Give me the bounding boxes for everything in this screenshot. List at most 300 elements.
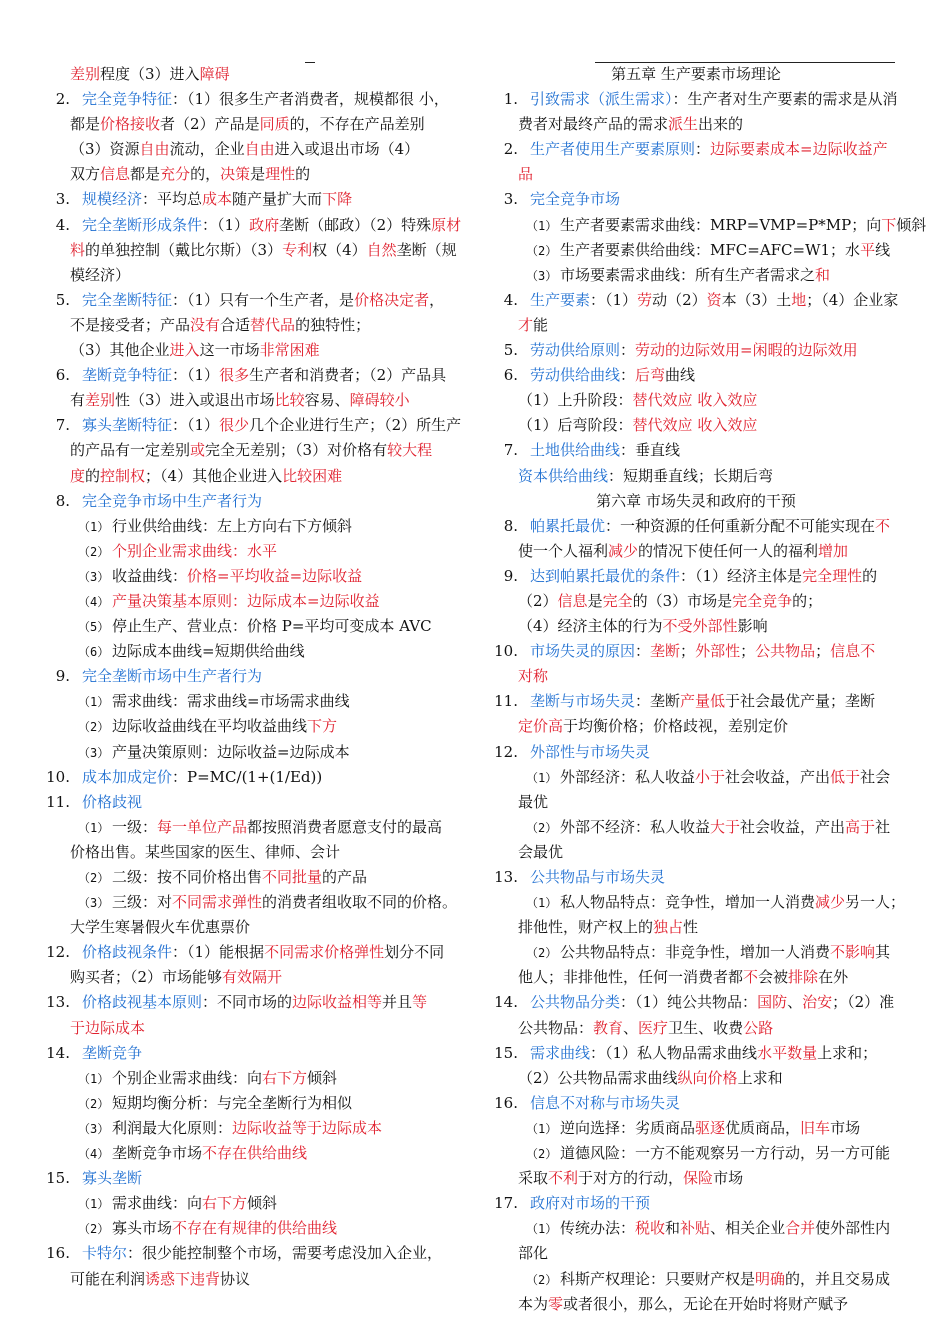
- body-text: 最优: [518, 792, 549, 811]
- body-text: ：: [695, 140, 711, 159]
- keyword-red: 个别企业需求曲线：水平: [112, 541, 278, 560]
- sub-item-marker: （5）: [78, 620, 110, 635]
- text-line: [478, 464, 914, 489]
- item-number: 15.: [46, 1169, 70, 1188]
- sub-item-marker: （6）: [78, 645, 110, 660]
- keyword-red: 没有: [190, 315, 221, 334]
- keyword-red: 才: [518, 315, 534, 334]
- keyword-red: 不: [875, 516, 891, 535]
- term-blue: 达到帕累托最优的条件: [530, 566, 681, 585]
- keyword-red: 驱逐: [695, 1118, 726, 1137]
- keyword-red: 完全: [602, 591, 633, 610]
- item-number: 1.: [503, 90, 518, 109]
- body-text: 的；: [792, 591, 823, 610]
- list-item-line: [478, 137, 914, 162]
- term-blue: 寡头垄断: [82, 1169, 143, 1188]
- text-line: [478, 815, 914, 840]
- keyword-red: 产量决策基本原则：边际成本=边际收益: [112, 591, 380, 610]
- text-line: [30, 162, 470, 187]
- body-text: （1）上升阶段：: [518, 391, 633, 410]
- keyword-red: 非常困难: [259, 341, 320, 360]
- body-text: 停止生产、营业点：价格 P=平均可变成本 AVC: [112, 617, 432, 636]
- keyword-red: 专利: [282, 240, 313, 259]
- text-line: [478, 413, 914, 438]
- text-line: [478, 614, 914, 639]
- item-number: 4.: [503, 290, 518, 309]
- keyword-red: 零: [548, 1294, 564, 1313]
- text-line: [30, 1141, 470, 1166]
- body-text: ：（1）经济主体是: [680, 566, 803, 585]
- list-item-line: [478, 438, 914, 463]
- list-item-line: [30, 363, 470, 388]
- keyword-red: 国防: [757, 993, 788, 1012]
- list-item-line: [30, 940, 470, 965]
- text-line: [30, 1191, 470, 1216]
- body-text: 个别企业需求曲线：向: [112, 1068, 263, 1087]
- body-text: 的，不存在产品差别: [289, 115, 425, 134]
- text-line: [478, 915, 914, 940]
- body-text: 生产者要素需求曲线：MRP=VMP=P*MP；向: [560, 215, 882, 234]
- text-line: [30, 112, 470, 137]
- keyword-red: 自然: [366, 240, 397, 259]
- body-text: 于对方的行动，: [578, 1169, 684, 1188]
- keyword-red: 较大程: [387, 441, 433, 460]
- list-item-line: [478, 1091, 914, 1116]
- keyword-red: 下: [881, 215, 897, 234]
- sub-item-marker: （2）: [526, 1272, 558, 1287]
- text-line: [478, 965, 914, 990]
- sub-item-marker: （1）: [526, 896, 558, 911]
- body-text: 是: [250, 165, 266, 184]
- item-number: 9.: [55, 667, 70, 686]
- sub-item-marker: （2）: [526, 946, 558, 961]
- body-text: 和: [665, 1219, 681, 1238]
- keyword-red: 派生: [668, 115, 699, 134]
- keyword-red: 减少: [608, 541, 639, 560]
- item-number: 10.: [46, 767, 70, 786]
- text-line: [30, 313, 470, 338]
- list-item-line: [30, 288, 470, 313]
- text-line: [30, 1091, 470, 1116]
- keyword-red: 价格决定者: [354, 290, 430, 309]
- text-line: [478, 213, 927, 238]
- text-line: [478, 589, 914, 614]
- keyword-red: 完全竞争: [732, 591, 793, 610]
- text-line: [30, 589, 470, 614]
- body-text: 上求和: [737, 1068, 783, 1087]
- body-text: 第五章 生产要素市场理论: [611, 65, 781, 83]
- body-text: 的，并且交易成: [785, 1269, 891, 1288]
- body-text: 于均衡价格；价格歧视，差别定价: [563, 717, 789, 736]
- text-line: [478, 1141, 914, 1166]
- body-text: ；: [740, 642, 756, 661]
- body-text: 都是: [70, 115, 101, 134]
- keyword-red: 治安: [802, 993, 833, 1012]
- body-text: 完全无差别；（3）对价格有: [205, 441, 388, 460]
- body-text: 的: [295, 165, 311, 184]
- keyword-red: 高于: [845, 817, 876, 836]
- term-blue: 劳动供给曲线: [530, 366, 621, 385]
- body-text: ；（4）企业家: [806, 290, 899, 309]
- item-number: 3.: [55, 190, 70, 209]
- body-text: ；（4）其他企业进入: [145, 466, 283, 485]
- list-item-line: [30, 1166, 470, 1191]
- body-text: 都是: [130, 165, 161, 184]
- sub-item-marker: （4）: [78, 594, 110, 609]
- body-text: 收益曲线：: [112, 566, 188, 585]
- body-text: 线: [875, 240, 891, 259]
- term-blue: 完全垄断市场中生产者行为: [82, 667, 263, 686]
- item-number: 12.: [494, 742, 518, 761]
- keyword-red: 或: [190, 441, 206, 460]
- term-blue: 公共物品与市场失灵: [530, 868, 666, 886]
- body-text: 有: [70, 391, 86, 410]
- keyword-red: 不同批量: [262, 868, 323, 886]
- term-blue: 政府对市场的干预: [530, 1194, 651, 1213]
- keyword-red: 明确: [755, 1269, 786, 1288]
- body-text: 使一个人福利: [518, 541, 609, 560]
- list-item-line: [478, 514, 914, 539]
- term-blue: 土地供给曲线: [530, 441, 621, 460]
- body-text: 本（3）土: [721, 290, 792, 309]
- list-item-line: [478, 689, 914, 714]
- keyword-red: 障碍: [199, 65, 230, 83]
- keyword-red: 控制权: [100, 466, 146, 485]
- keyword-red: 理性: [265, 165, 296, 184]
- item-number: 5.: [503, 341, 518, 360]
- body-text: ：垂直线: [620, 441, 681, 460]
- body-text: 会最优: [518, 842, 564, 861]
- item-number: 16.: [494, 1093, 518, 1112]
- body-text: ：（1）: [172, 366, 220, 385]
- sub-item-marker: （1）: [78, 820, 110, 835]
- body-text: （3）其他企业: [70, 341, 170, 360]
- item-number: 10.: [494, 642, 518, 661]
- sub-item-marker: （3）: [78, 569, 110, 584]
- keyword-red: 产量低: [680, 692, 726, 711]
- body-text: 不是接受者；产品: [70, 315, 191, 334]
- term-blue: 信息不对称与市场失灵: [530, 1093, 681, 1112]
- text-line: [30, 1066, 470, 1091]
- list-item-line: [30, 87, 470, 112]
- body-text: 社: [875, 817, 891, 836]
- item-number: 7.: [55, 416, 70, 435]
- keyword-red: 右下方: [262, 1068, 308, 1087]
- keyword-red: 旧车: [800, 1118, 831, 1137]
- keyword-red: 替代品: [250, 315, 296, 334]
- body-text: 进入或退出市场（4）: [274, 140, 420, 159]
- item-number: 4.: [55, 215, 70, 234]
- body-text: （4）经济主体的行为: [518, 617, 663, 636]
- keyword-red: 不同需求弹性: [172, 893, 263, 912]
- item-number: 11.: [46, 792, 70, 811]
- text-line: [30, 1216, 470, 1241]
- keyword-red: 差别: [70, 65, 101, 83]
- keyword-red: 医疗: [638, 1018, 669, 1037]
- keyword-red: 很少: [219, 416, 250, 435]
- body-text: 社会收益，产出: [740, 817, 846, 836]
- term-blue: 成本加成定价: [82, 767, 173, 786]
- list-item-line: [478, 87, 914, 112]
- text-line: [478, 263, 914, 288]
- body-text: 的（3）市场是: [632, 591, 733, 610]
- body-text: 在外: [818, 968, 849, 987]
- text-line: [478, 112, 914, 137]
- term-blue: 公共物品分类: [530, 993, 621, 1012]
- keyword-red: 边际收益相等: [292, 993, 383, 1012]
- text-line: [30, 438, 470, 463]
- keyword-red: 合并: [785, 1219, 816, 1238]
- body-text: 卫生、收费: [668, 1018, 744, 1037]
- body-text: 划分不同: [384, 943, 445, 962]
- body-text: 采取: [518, 1169, 549, 1188]
- body-text: 大学生寒暑假火车优惠票价: [70, 918, 251, 937]
- keyword-red: 于边际成本: [70, 1018, 146, 1037]
- keyword-red: 不受外部性: [662, 617, 738, 636]
- keyword-red: 进入: [169, 341, 200, 360]
- body-text: ：不同市场的: [202, 993, 293, 1012]
- keyword-red: 垄断: [650, 642, 681, 661]
- body-text: 价格出售。某些国家的医生、律师、会计: [70, 842, 341, 861]
- body-text: 的独特性；: [295, 315, 371, 334]
- body-text: 协议: [220, 1269, 251, 1288]
- sub-item-marker: （1）: [526, 218, 558, 233]
- text-line: [30, 62, 470, 87]
- term-blue: 引致需求（派生需求）: [530, 90, 673, 109]
- item-number: 14.: [494, 993, 518, 1012]
- body-text: ：生产者对生产要素的需求是从消: [672, 90, 898, 109]
- text-line: [30, 539, 470, 564]
- body-text: ：P=MC/(1+(1/Ed)): [172, 767, 323, 786]
- body-text: 公共物品特点：非竞争性，增加一人消费: [560, 943, 831, 962]
- list-item-line: [30, 790, 470, 815]
- keyword-red: 比较: [274, 391, 305, 410]
- keyword-red: 度: [70, 466, 86, 485]
- keyword-red: 公共物品: [755, 642, 816, 661]
- text-line: [30, 815, 470, 840]
- keyword-red: 不影响: [830, 943, 876, 962]
- body-text: 、: [787, 993, 803, 1012]
- body-text: 都按照消费者愿意支付的最高: [247, 817, 443, 836]
- text-line: [30, 865, 470, 890]
- body-text: 的产品有一定差别: [70, 441, 191, 460]
- keyword-red: 替代效应 收入效应: [632, 391, 758, 410]
- keyword-red: 下方: [307, 717, 338, 736]
- text-line: [478, 1166, 914, 1191]
- list-item-line: [30, 413, 470, 438]
- body-text: 的情况下使任何一人的福利: [638, 541, 819, 560]
- body-text: 的: [862, 566, 878, 585]
- body-text: 随产量扩大而: [232, 190, 323, 209]
- body-text: 其: [875, 943, 891, 962]
- left-column: [30, 62, 470, 1292]
- sub-item-marker: （2）: [526, 243, 558, 258]
- keyword-red: 不利: [548, 1169, 579, 1188]
- body-text: 边际收益曲线在平均收益曲线: [112, 717, 308, 736]
- body-text: 出来的: [698, 115, 744, 134]
- body-text: （2）公共物品需求曲线: [518, 1068, 678, 1087]
- keyword-red: 减少: [815, 893, 846, 912]
- list-item-line: [478, 865, 914, 890]
- keyword-red: 自由: [244, 140, 275, 159]
- keyword-red: 信息: [100, 165, 131, 184]
- body-text: 于社会最优产量；垄断: [725, 692, 876, 711]
- list-item-line: [478, 187, 914, 212]
- text-line: [478, 1267, 914, 1292]
- body-text: 购买者；（2）市场能够: [70, 968, 223, 987]
- text-line: [30, 137, 470, 162]
- item-number: 3.: [503, 190, 518, 209]
- body-text: 容易、: [304, 391, 350, 410]
- body-text: （2）: [518, 591, 558, 610]
- keyword-red: 价格=平均收益=边际收益: [187, 566, 363, 585]
- sub-item-marker: （2）: [78, 544, 110, 559]
- text-line: [30, 388, 470, 413]
- body-text: 垄断竞争市场: [112, 1144, 203, 1163]
- body-text: 倾斜: [307, 1068, 338, 1087]
- keyword-red: 比较困难: [282, 466, 343, 485]
- keyword-red: 下降: [322, 190, 353, 209]
- sub-item-marker: （4）: [78, 1147, 110, 1162]
- keyword-red: 有效隔开: [222, 968, 283, 987]
- keyword-red: 地: [791, 290, 807, 309]
- text-line: [478, 313, 914, 338]
- text-line: [478, 664, 914, 689]
- body-text: 私人物品特点：竞争性，增加一人消费: [560, 893, 816, 912]
- body-text: 程度（3）进入: [100, 65, 200, 83]
- body-text: 行业供给曲线：左上方向右下方倾斜: [112, 516, 353, 535]
- body-text: 需求曲线：向: [112, 1194, 203, 1213]
- item-number: 16.: [46, 1244, 70, 1263]
- right-column: [478, 62, 927, 1317]
- keyword-red: 等: [412, 993, 428, 1012]
- list-item-line: [30, 1041, 470, 1066]
- body-text: 需求曲线：需求曲线=市场需求曲线: [112, 692, 350, 711]
- body-text: 并且: [382, 993, 413, 1012]
- text-line: [478, 714, 914, 739]
- keyword-red: 增加: [818, 541, 849, 560]
- keyword-red: 平: [860, 240, 876, 259]
- body-text: 市场: [713, 1169, 744, 1188]
- list-item-line: [478, 338, 914, 363]
- item-number: 5.: [55, 290, 70, 309]
- item-number: 2.: [503, 140, 518, 159]
- sub-item-marker: （3）: [78, 1121, 110, 1136]
- body-text: 社会收益，产出: [725, 767, 831, 786]
- body-text: 边际成本曲线=短期供给曲线: [112, 642, 305, 661]
- term-blue: 价格歧视条件: [82, 943, 173, 962]
- keyword-red: 不存在供给曲线: [202, 1144, 308, 1163]
- body-text: 双方: [70, 165, 101, 184]
- sub-item-marker: （2）: [526, 1147, 558, 1162]
- keyword-red: 信息不: [830, 642, 876, 661]
- list-item-line: [30, 489, 470, 514]
- body-text: ：很少能控制整个市场，需要考虑没加入企业，: [127, 1244, 443, 1263]
- keyword-red: 差别: [85, 391, 116, 410]
- text-line: [30, 689, 470, 714]
- body-text: 产量决策原则：边际收益=边际成本: [112, 742, 350, 761]
- keyword-red: 很多: [219, 366, 250, 385]
- keyword-red: 低于: [830, 767, 861, 786]
- body-text: ；（2）准: [832, 993, 895, 1012]
- body-text: ：（1）: [590, 290, 638, 309]
- text-line: [30, 840, 470, 865]
- item-number: 17.: [494, 1194, 518, 1213]
- body-text: 第六章 市场失灵和政府的干预: [596, 491, 796, 510]
- body-text: 垄断（规: [396, 240, 457, 259]
- keyword-red: 完全理性: [802, 566, 863, 585]
- body-text: 科斯产权理论：只要财产权是: [560, 1269, 756, 1288]
- text-line: [478, 890, 914, 915]
- list-item-line: [30, 1241, 470, 1266]
- body-text: 流动，企业: [169, 140, 245, 159]
- keyword-red: 同质: [259, 115, 290, 134]
- keyword-red: 大于: [710, 817, 741, 836]
- body-text: 利润最大化原则：: [112, 1118, 233, 1137]
- text-line: [478, 238, 914, 263]
- body-text: 、相关企业: [710, 1219, 786, 1238]
- item-number: 14.: [46, 1043, 70, 1062]
- body-text: 性: [683, 918, 699, 937]
- term-blue: 生产要素: [530, 290, 591, 309]
- term-blue: 劳动供给原则: [530, 341, 621, 360]
- item-number: 9.: [503, 566, 518, 585]
- text-line: [30, 1016, 470, 1041]
- item-number: 15.: [494, 1043, 518, 1062]
- keyword-red: 小于: [695, 767, 726, 786]
- body-text: ：（1）只有一个生产者，是: [172, 290, 355, 309]
- term-blue: 资本供给曲线: [518, 466, 609, 485]
- sub-item-marker: （1）: [526, 1121, 558, 1136]
- body-text: ：（1）私人物品需求曲线: [590, 1043, 758, 1062]
- term-blue: 完全垄断形成条件: [82, 215, 203, 234]
- sub-item-marker: （3）: [526, 268, 558, 283]
- body-text: ：平均总: [142, 190, 203, 209]
- body-text: 生产者和消费者；（2）产品具: [249, 366, 447, 385]
- keyword-red: 边际要素成本=边际收益产: [710, 140, 888, 159]
- keyword-red: 纵向价格: [677, 1068, 738, 1087]
- list-item-line: [30, 765, 470, 790]
- list-item-line: [30, 664, 470, 689]
- body-text: ：: [620, 366, 636, 385]
- term-blue: 卡特尔: [82, 1244, 128, 1263]
- body-text: ：（1）很多生产者消费者，规模都很 小，: [172, 90, 449, 109]
- body-text: 生产者要素供给曲线：MFC=AFC=W1；水: [560, 240, 861, 259]
- body-text: 社会: [860, 767, 891, 786]
- body-text: 上求和；: [817, 1043, 878, 1062]
- text-line: [478, 840, 914, 865]
- term-blue: 生产者使用生产要素原则: [530, 140, 696, 159]
- sub-item-marker: （1）: [526, 770, 558, 785]
- body-text: 权（4）: [312, 240, 367, 259]
- keyword-red: 独占: [653, 918, 684, 937]
- list-item-line: [478, 1191, 914, 1216]
- term-blue: 价格歧视基本原则: [82, 993, 203, 1012]
- keyword-red: 诱惑下违背: [145, 1269, 221, 1288]
- sub-item-marker: （2）: [78, 1096, 110, 1111]
- keyword-red: 替代效应 收入效应: [632, 416, 758, 435]
- term-blue: 垄断与市场失灵: [530, 692, 636, 711]
- body-text: 他人；非排他性，任何一消费者都: [518, 968, 744, 987]
- sub-item-marker: （2）: [78, 720, 110, 735]
- keyword-red: 后弯: [635, 366, 666, 385]
- body-text: 市场: [830, 1118, 861, 1137]
- text-line: [478, 1016, 914, 1041]
- item-number: 2.: [55, 90, 70, 109]
- text-line: [478, 940, 914, 965]
- keyword-red: 品: [518, 165, 534, 184]
- keyword-red: 成本: [202, 190, 233, 209]
